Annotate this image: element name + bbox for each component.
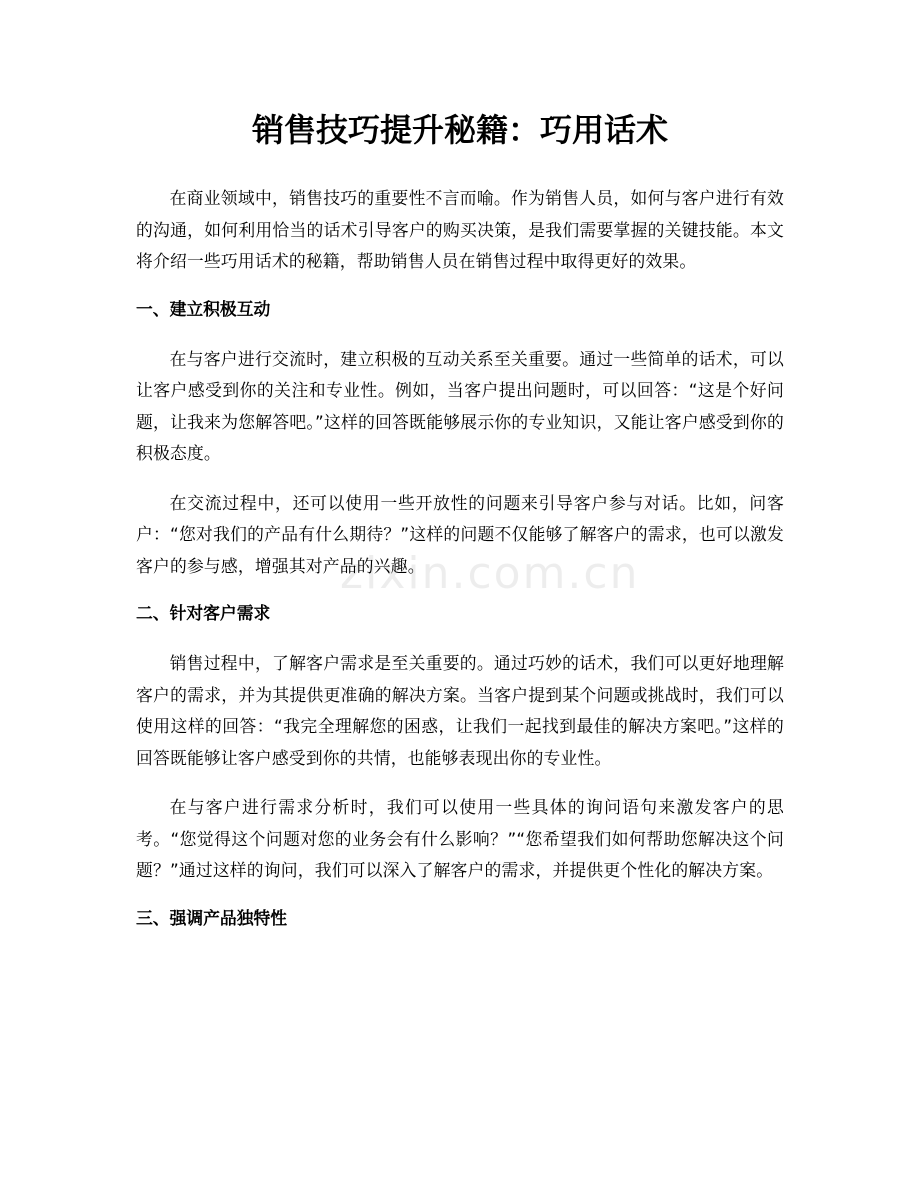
watermark: zixin.com.cn — [340, 548, 640, 599]
document-title: 销售技巧提升秘籍：巧用话术 — [251, 111, 668, 149]
intro-paragraph: 在商业领域中，销售技巧的重要性不言而喻。作为销售人员，如何与客户进行有效的沟通，如何利用恰当的话术引导客户的购买决策，是我们需要掌握的关键技能。本文将介绍一些巧用话术的秘籍，帮助销售人员在销售过程中取得更好的效果。 — [136, 188, 784, 271]
section-2-paragraph-1: 销售过程中，了解客户需求是至关重要的。通过巧妙的话术，我们可以更好地理解客户的需求，并为其提供更准确的解决方案。当客户提到某个问题或挑战时，我们可以使用这样的回答：“我完全理解您的困惑，让我们一起找到最佳的解决方案吧。”这样的回答既能够让客户感受到你的共情，也能够表现出你的专业性。 — [136, 653, 784, 768]
section-heading-1: 一、建立积极互动 — [136, 298, 271, 319]
section-2-paragraph-2: 在与客户进行需求分析时，我们可以使用一些具体的询问语句来激发客户的思考。“您觉得这个问题对您的业务会有什么影响？”“您希望我们如何帮助您解决这个问题？”通过这样的询问，我们可以深入了解客户的需求，并提供更个性化的解决方案。 — [136, 797, 784, 880]
section-1-paragraph-1: 在与客户进行交流时，建立积极的互动关系至关重要。通过一些简单的话术，可以让客户感受到你的关注和专业性。例如，当客户提出问题时，可以回答：“这是个好问题，让我来为您解答吧。”这样的回答既能够展示你的专业知识，又能让客户感受到你的积极态度。 — [136, 348, 784, 463]
document-body — [136, 183, 784, 953]
section-heading-3: 三、强调产品独特性 — [136, 907, 288, 928]
section-heading-2: 二、针对客户需求 — [136, 603, 271, 623]
section-1-paragraph-2: 在交流过程中，还可以使用一些开放性的问题来引导客户参与对话。比如，问客户：“您对我们的产品有什么期待？”这样的问题不仅能够了解客户的需求，也可以激发客户的参与感，增强其对产品的兴趣。 — [136, 492, 784, 576]
